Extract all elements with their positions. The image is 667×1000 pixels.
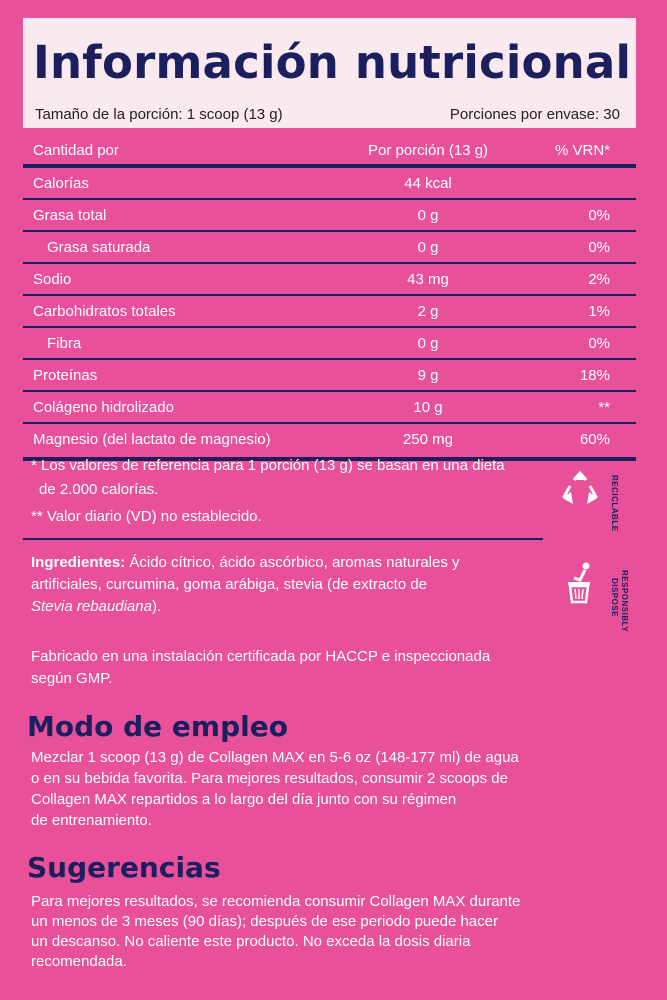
footnote-line: de 2.000 calorías. xyxy=(39,481,159,498)
ingredients-line: ). xyxy=(151,598,162,615)
section-divider xyxy=(23,538,543,540)
ingredients-text xyxy=(31,552,591,618)
manufacturing-line: según GMP. xyxy=(31,670,113,687)
responsibly-label: RESPONSIBLY xyxy=(620,570,629,633)
column-header-vrn: % VRN* xyxy=(554,142,610,159)
table-row xyxy=(23,360,636,392)
usage-line: de entrenamiento. xyxy=(31,812,152,829)
nutrient-vrn: 0% xyxy=(588,335,610,352)
nutrient-amount: 44 kcal xyxy=(404,175,452,192)
nutrient-amount: 9 g xyxy=(417,367,439,384)
manufacturing-line: Fabricado en una instalación certificada por HACCP e inspeccionada xyxy=(31,648,491,665)
nutrient-name: Proteínas xyxy=(33,367,98,384)
suggestions-text xyxy=(31,892,591,972)
page-title: Información nutricional xyxy=(33,36,632,89)
recyclable-label: RECICLABLE xyxy=(610,475,619,532)
nutrient-vrn: 0% xyxy=(588,207,610,224)
nutrition-table xyxy=(23,128,636,461)
table-row xyxy=(23,232,636,264)
ingredients-line: artificiales, curcumina, goma arábiga, stevia (de extracto de xyxy=(31,576,428,593)
nutrient-vrn: 0% xyxy=(588,239,610,256)
usage-line: Collagen MAX repartidos a lo largo del día junto con su régimen xyxy=(31,791,457,808)
usage-line: Mezclar 1 scoop (13 g) de Collagen MAX en 5-6 oz (148-177 ml) de agua xyxy=(31,749,519,766)
table-row xyxy=(23,264,636,296)
nutrient-name: Carbohidratos totales xyxy=(33,303,176,320)
suggestions-title: Sugerencias xyxy=(27,851,221,884)
table-row xyxy=(23,328,636,360)
table-row xyxy=(23,200,636,232)
usage-line: o en su bebida favorita. Para mejores resultados, consumir 2 scoops de xyxy=(31,770,508,787)
suggestions-line: Para mejores resultados, se recomienda consumir Collagen MAX durante xyxy=(31,893,521,910)
usage-text xyxy=(31,747,591,831)
nutrient-name: Grasa saturada xyxy=(47,239,151,256)
title-panel xyxy=(23,18,636,128)
nutrient-amount: 10 g xyxy=(413,399,443,416)
table-header-row xyxy=(23,128,636,168)
column-header-per-serving: Por porción (13 g) xyxy=(367,142,489,159)
nutrient-amount: 2 g xyxy=(417,303,439,320)
column-header-amount-per: Cantidad por xyxy=(33,142,119,159)
nutrient-amount: 43 mg xyxy=(407,271,449,288)
ingredients-species: Stevia rebaudiana xyxy=(31,598,152,615)
nutrient-amount: 0 g xyxy=(417,207,439,224)
suggestions-line: recomendada. xyxy=(31,953,127,970)
nutrient-vrn: ** xyxy=(598,399,610,416)
dispose-label: DISPOSE xyxy=(610,578,619,618)
footnote-line: * Los valores de referencia para 1 porción (13 g) se basan en una dieta xyxy=(31,457,505,474)
nutrient-name: Colágeno hidrolizado xyxy=(33,399,174,416)
ingredients-line: Ácido cítrico, ácido ascórbico, aromas naturales y xyxy=(125,554,460,571)
nutrient-vrn: 60% xyxy=(579,431,610,448)
suggestions-line: un descanso. No caliente este producto. No exceda la dosis diaria xyxy=(31,933,471,950)
servings-per-container: Porciones por envase: 30 xyxy=(449,106,620,123)
table-row xyxy=(23,168,636,200)
nutrient-amount: 250 mg xyxy=(402,431,454,448)
table-row xyxy=(23,392,636,424)
table-row xyxy=(23,296,636,328)
nutrient-vrn: 1% xyxy=(588,303,610,320)
manufacturing-text xyxy=(31,646,591,690)
nutrient-vrn: 2% xyxy=(588,271,610,288)
nutrient-name: Calorías xyxy=(33,175,89,192)
serving-size: Tamaño de la porción: 1 scoop (13 g) xyxy=(35,106,283,123)
footnote-reference-values xyxy=(31,454,505,502)
nutrient-vrn: 18% xyxy=(579,367,610,384)
nutrient-name: Grasa total xyxy=(33,207,107,224)
ingredients-label: Ingredientes: xyxy=(31,554,126,571)
footnote-daily-value: ** Valor diario (VD) no establecido. xyxy=(31,508,262,525)
nutrient-name: Magnesio (del lactato de magnesio) xyxy=(33,431,271,448)
nutrient-amount: 0 g xyxy=(417,335,439,352)
recycle-icon xyxy=(560,470,600,510)
suggestions-line: un menos de 3 meses (90 días); después de ese periodo puede hacer xyxy=(31,913,498,930)
nutrient-amount: 0 g xyxy=(417,239,439,256)
nutrient-name: Sodio xyxy=(33,271,72,288)
nutrient-name: Fibra xyxy=(47,335,82,352)
usage-title: Modo de empleo xyxy=(27,710,288,743)
